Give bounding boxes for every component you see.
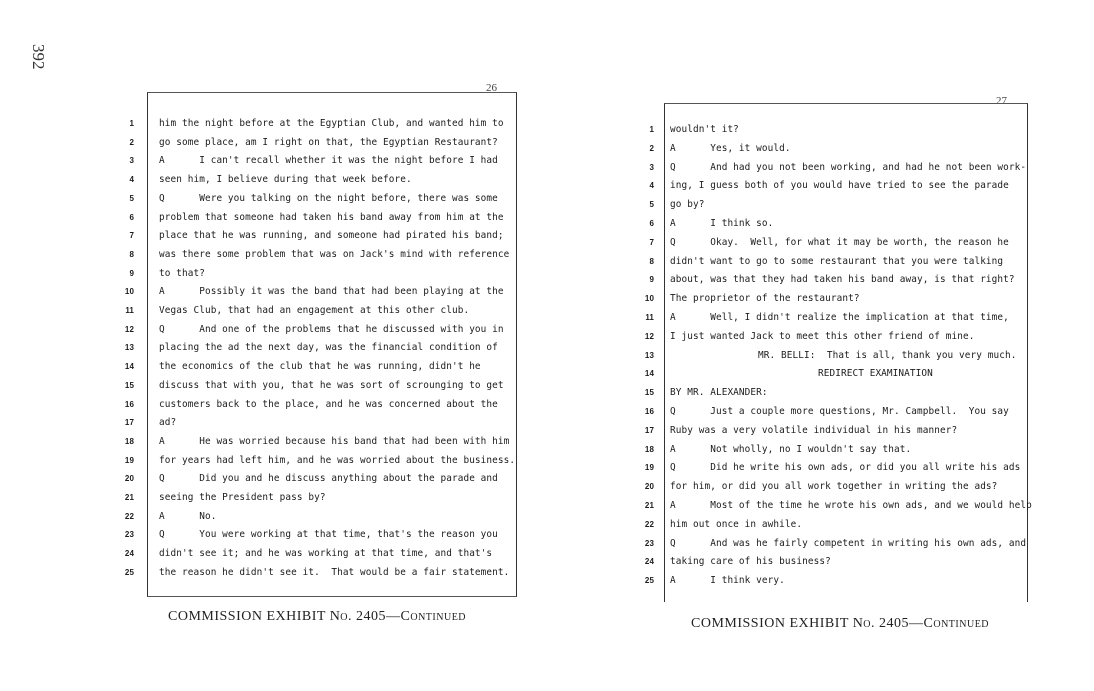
line-text: for him, or did you all work together in writing the ads? [670, 481, 998, 493]
line-number: 19 [124, 455, 134, 465]
line-number: 4 [129, 175, 134, 185]
transcript-line [644, 180, 1036, 199]
line-number: 6 [129, 212, 134, 222]
line-number: 18 [124, 436, 134, 446]
transcript-line [120, 380, 520, 399]
line-text: to that? [159, 267, 205, 279]
line-text: him the night before at the Egyptian Club, and wanted him to [159, 118, 504, 129]
transcript-line [120, 268, 520, 287]
transcript-line [644, 444, 1036, 463]
transcript-line [644, 538, 1036, 557]
left-page-number: 26 [486, 82, 497, 94]
transcript-line [644, 162, 1036, 181]
transcript-line [120, 305, 520, 324]
line-number: 12 [644, 331, 654, 341]
line-number: 16 [124, 399, 134, 409]
line-text: A Possibly it was the band that had been playing at the [159, 286, 504, 298]
line-text: A I think so. [670, 218, 774, 229]
line-text: for years had left him, and he was worried about the business. [159, 454, 516, 466]
line-text: Q Did you and he discuss anything about the parade and [159, 473, 498, 485]
line-number: 24 [124, 549, 134, 559]
transcript-line [644, 500, 1036, 519]
line-text: ad? [159, 417, 177, 429]
transcript-line [644, 331, 1036, 350]
transcript-line [120, 193, 520, 212]
line-number: 3 [129, 156, 134, 166]
transcript-line [120, 155, 520, 174]
line-number: 3 [649, 162, 654, 172]
transcript-line [120, 342, 520, 361]
transcript-line [644, 519, 1036, 538]
line-number: 15 [644, 388, 654, 398]
transcript-line [120, 548, 520, 567]
line-number: 10 [644, 294, 654, 304]
line-text: Q Just a couple more questions, Mr. Campbell. You say [670, 406, 1009, 417]
transcript-line [644, 556, 1036, 575]
transcript-line [120, 529, 520, 548]
line-text: placing the ad the next day, was the financial condition of [159, 342, 498, 354]
line-number: 5 [129, 193, 134, 203]
transcript-line [120, 567, 520, 586]
transcript-line [120, 492, 520, 511]
transcript-line [644, 124, 1036, 143]
line-text: Vegas Club, that had an engagement at this other club. [159, 305, 470, 316]
transcript-line [644, 368, 1036, 387]
line-text: customers back to the place, and he was concerned about the [159, 398, 498, 410]
line-number: 17 [124, 418, 134, 428]
line-text: A He was worried because his band that had been with him [159, 435, 510, 447]
line-text: A Most of the time he wrote his own ads, and we would help [670, 500, 1032, 511]
transcript-line [644, 218, 1036, 237]
right-page-number: 27 [996, 95, 1007, 107]
side-page-number: 392 [29, 44, 48, 70]
line-number: 9 [649, 275, 654, 285]
transcript-line [644, 387, 1036, 406]
transcript-line [120, 212, 520, 231]
line-text: A Well, I didn't realize the implication at that time, [670, 312, 1009, 323]
transcript-line [120, 399, 520, 418]
line-text: A Not wholly, no I wouldn't say that. [670, 443, 912, 455]
line-number: 11 [645, 313, 654, 322]
line-text: problem that someone had taken his band away from him at the [159, 211, 504, 223]
line-text: Q Were you talking on the night before, there was some [159, 192, 498, 204]
line-text: go by? [670, 199, 705, 211]
transcript-line [120, 455, 520, 474]
line-number: 13 [644, 350, 654, 360]
line-text: Ruby was a very volatile individual in his manner? [670, 424, 958, 436]
line-text: the reason he didn't see it. That would be a fair statement. [159, 566, 510, 578]
line-text: Q Did he write his own ads, or did you all write his ads [670, 462, 1021, 474]
transcript-line [644, 481, 1036, 500]
line-number: 12 [124, 324, 134, 334]
line-text: taking care of his business? [670, 556, 831, 568]
line-text: ing, I guess both of you would have tried to see the parade [670, 180, 1009, 192]
line-number: 25 [124, 567, 134, 577]
transcript-line [120, 511, 520, 530]
line-number: 2 [129, 137, 134, 147]
line-number: 21 [124, 493, 134, 502]
transcript-line [644, 256, 1036, 275]
line-number: 8 [129, 249, 134, 259]
left-exhibit-caption: COMMISSION EXHIBIT No. 2405—Continued [168, 609, 467, 624]
line-number: 7 [649, 237, 654, 247]
line-number: 18 [644, 444, 654, 454]
line-text: Q And was he fairly competent in writing his own ads, and [670, 537, 1027, 549]
line-number: 24 [644, 557, 654, 567]
transcript-line [120, 137, 520, 156]
line-text: seeing the President pass by? [159, 492, 326, 503]
transcript-line [644, 143, 1036, 162]
transcript-line [120, 118, 520, 137]
line-number: 17 [644, 425, 654, 435]
line-text: REDIRECT EXAMINATION [818, 368, 933, 380]
line-number: 15 [124, 380, 134, 390]
line-text: was there some problem that was on Jack's mind with reference [159, 248, 510, 260]
line-text: Q You were working at that time, that's the reason you [159, 529, 498, 541]
transcript-line [644, 350, 1036, 369]
transcript-line [120, 361, 520, 380]
transcript-line [644, 293, 1036, 312]
line-text: him out once in awhile. [670, 518, 803, 530]
transcript-line [120, 286, 520, 305]
transcript-line [644, 425, 1036, 444]
transcript-line [120, 417, 520, 436]
line-text: discuss that with you, that he was sort of scrounging to get [159, 379, 504, 391]
line-number: 21 [644, 501, 654, 510]
right-exhibit-caption: COMMISSION EXHIBIT No. 2405—Continued [691, 616, 990, 631]
line-text: A Yes, it would. [670, 142, 791, 154]
transcript-line [644, 406, 1036, 425]
line-text: The proprietor of the restaurant? [670, 293, 860, 305]
transcript-line [644, 237, 1036, 256]
line-text: about, was that they had taken his band away, is that right? [670, 274, 1015, 286]
line-text: I just wanted Jack to meet this other friend of mine. [670, 330, 975, 342]
transcript-line [120, 174, 520, 193]
line-number: 23 [124, 530, 134, 540]
line-number: 4 [649, 181, 654, 191]
line-text: go some place, am I right on that, the Egyptian Restaurant? [159, 136, 498, 148]
line-text: Q And had you not been working, and had he not been work- [670, 161, 1027, 173]
line-number: 5 [649, 200, 654, 210]
line-text: seen him, I believe during that week before. [159, 174, 412, 186]
transcript-line [644, 199, 1036, 218]
line-text: didn't want to go to some restaurant that you were talking [670, 255, 1004, 267]
line-number: 14 [644, 369, 654, 379]
line-number: 13 [124, 343, 134, 353]
transcript-line [120, 249, 520, 268]
line-text: MR. BELLI: That is all, thank you very much. [758, 349, 1017, 361]
line-text: place that he was running, and someone had pirated his band; [159, 230, 504, 242]
line-text: A I can't recall whether it was the night before I had [159, 155, 498, 167]
transcript-line [120, 436, 520, 455]
line-number: 2 [649, 143, 654, 153]
line-text: Q And one of the problems that he discussed with you in [159, 323, 504, 335]
line-text: didn't see it; and he was working at that time, and that's [159, 548, 493, 560]
line-number: 1 [649, 125, 654, 134]
left-transcript-page [120, 82, 520, 597]
line-text: the economics of the club that he was running, didn't he [159, 361, 481, 373]
right-transcript-page [644, 95, 1036, 605]
line-text: Q Okay. Well, for what it may be worth, the reason he [670, 236, 1009, 248]
transcript-line [120, 473, 520, 492]
line-number: 22 [124, 511, 134, 521]
line-number: 22 [644, 519, 654, 529]
line-number: 1 [129, 119, 134, 128]
line-number: 11 [125, 306, 134, 315]
line-number: 20 [644, 482, 654, 492]
transcript-line [120, 230, 520, 249]
line-text: wouldn't it? [670, 124, 739, 135]
line-text: BY MR. ALEXANDER: [670, 387, 768, 399]
line-number: 23 [644, 538, 654, 548]
line-text: A I think very. [670, 575, 785, 587]
transcript-line [644, 312, 1036, 331]
line-number: 9 [129, 268, 134, 278]
line-number: 14 [124, 362, 134, 372]
line-number: 6 [649, 219, 654, 228]
line-number: 25 [644, 576, 654, 586]
transcript-line [120, 324, 520, 343]
transcript-line [644, 462, 1036, 481]
transcript-line [644, 575, 1036, 594]
line-number: 8 [649, 256, 654, 266]
line-number: 16 [644, 407, 654, 416]
line-number: 20 [124, 474, 134, 484]
line-number: 10 [124, 287, 134, 297]
line-number: 19 [644, 463, 654, 473]
line-number: 7 [129, 231, 134, 241]
transcript-line [644, 274, 1036, 293]
line-text: A No. [159, 510, 217, 522]
